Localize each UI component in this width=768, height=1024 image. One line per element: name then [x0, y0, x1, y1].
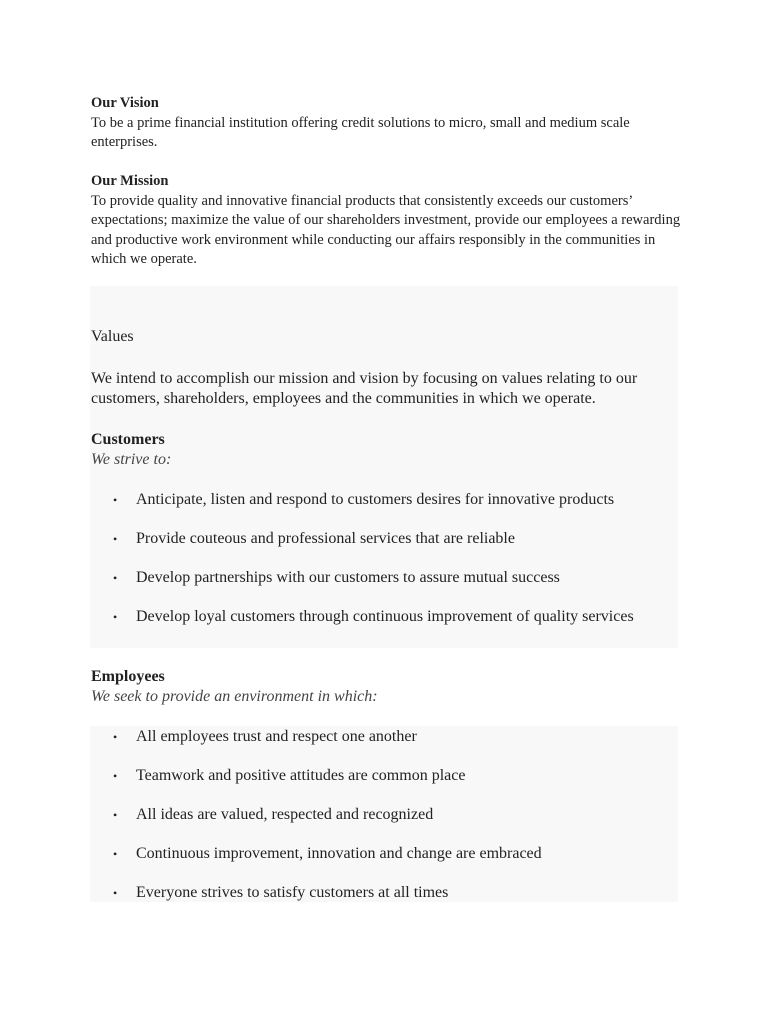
list-item-text: All ideas are valued, respected and recognized [136, 806, 434, 823]
bullet-icon: • [113, 571, 118, 585]
bullet-icon: • [113, 847, 118, 861]
employees-section-header [91, 667, 378, 707]
list-item-text: Provide couteous and professional services that are reliable [136, 530, 515, 547]
mission-text: To provide quality and innovative financial products that consistently exceeds our customers’ expectations; maximize the value of our shareholders investment, provide our employees a rewarding and productive work environment while conducting our affairs responsibly in the communities in which we operate. [91, 192, 681, 267]
mission-heading: Our Mission [91, 173, 169, 189]
employees-heading: Employees [91, 668, 165, 685]
vision-heading: Our Vision [91, 95, 159, 111]
vision-section [91, 94, 681, 153]
bullet-icon: • [113, 808, 118, 822]
vision-text: To be a prime financial institution offering credit solutions to micro, small and medium scale enterprises. [91, 114, 630, 150]
bullet-icon: • [113, 532, 118, 546]
bullet-icon: • [113, 493, 118, 507]
bullet-icon: • [113, 610, 118, 624]
list-item-text: Develop loyal customers through continuous improvement of quality services [136, 608, 634, 625]
values-background [90, 286, 678, 648]
values-title: Values [91, 328, 134, 345]
bullet-icon: • [113, 730, 118, 744]
list-item-text: Develop partnerships with our customers to assure mutual success [136, 569, 560, 586]
list-item-text: All employees trust and respect one another [136, 728, 417, 745]
mission-section [91, 172, 681, 270]
values-intro: We intend to accomplish our mission and vision by focusing on values relating to our customers, shareholders, employees and the communities in which we operate. [91, 370, 638, 407]
customers-heading: Customers [91, 431, 165, 448]
customers-section-header [91, 430, 171, 470]
employees-lead: We seek to provide an environment in which: [91, 688, 378, 705]
list-item-text: Anticipate, listen and respond to customers desires for innovative products [136, 491, 615, 508]
bullet-icon: • [113, 886, 118, 900]
bullet-icon: • [113, 769, 118, 783]
list-item-text: Continuous improvement, innovation and change are embraced [136, 845, 542, 862]
customers-lead: We strive to: [91, 451, 172, 468]
list-item-text: Teamwork and positive attitudes are common place [136, 767, 466, 784]
list-item-text: Everyone strives to satisfy customers at all times [136, 884, 449, 901]
